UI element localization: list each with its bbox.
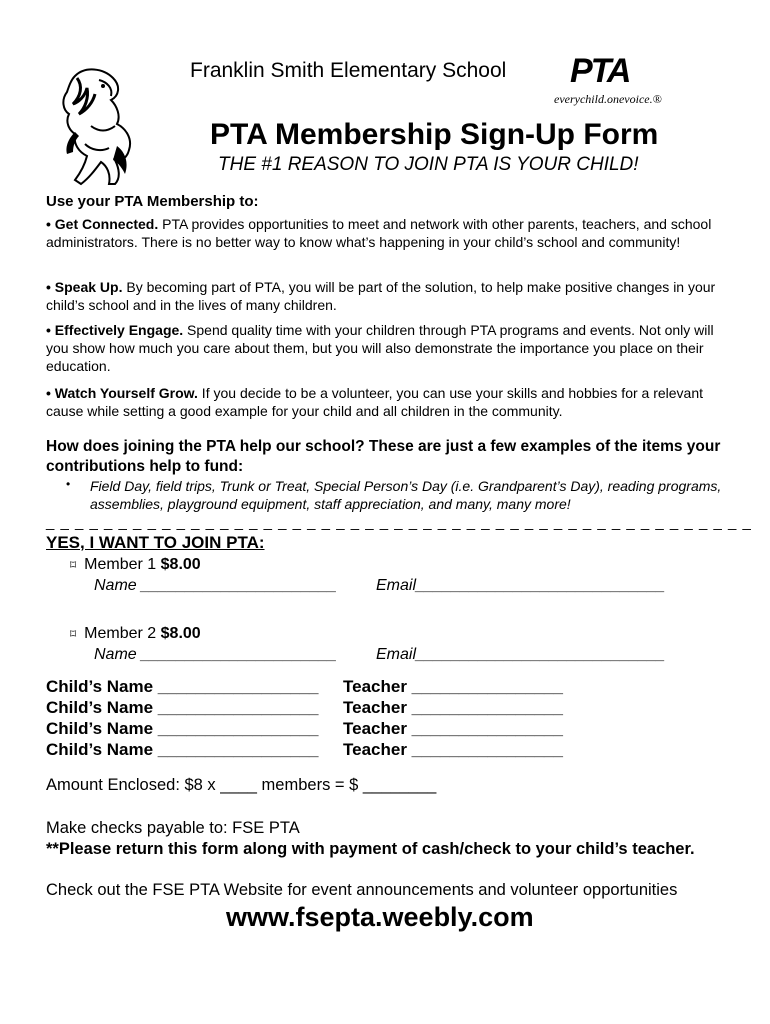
pta-logo-text: PTA [570, 52, 630, 90]
school-name: Franklin Smith Elementary School [190, 59, 507, 82]
benefit-lead: • Watch Yourself Grow. [46, 385, 198, 401]
member-2-label: Member 2 [84, 625, 161, 642]
teacher-field[interactable]: Teacher ________________ [343, 740, 563, 759]
member-1-name-field[interactable]: Name ______________________ [94, 577, 337, 594]
member-2-price: $8.00 [160, 625, 201, 642]
website-url: www.fsepta.weebly.com [226, 902, 534, 932]
member-1-price: $8.00 [160, 556, 201, 573]
benefit-text: If you decide to be a volunteer, you can use your skills and hobbies for a relevant cause while setting a good example for your child and all children in the community. [46, 385, 704, 419]
benefit-text: By becoming part of PTA, you will be part of the solution, to help make positive changes in your child’s school and in the lives of many children. [46, 279, 716, 313]
teacher-field[interactable]: Teacher ________________ [343, 677, 563, 696]
amount-enclosed-field[interactable]: Amount Enclosed: $8 x ____ members = $ ________ [46, 776, 437, 794]
child-row [46, 740, 563, 760]
child-row [46, 719, 563, 739]
benefit-text: PTA provides opportunities to meet and network with other parents, teachers, and school administrators. There is no better way to know what’s happening in your child’s school and community! [46, 216, 712, 250]
member-2-name-field[interactable]: Name ______________________ [94, 646, 337, 663]
benefit-item [46, 384, 736, 420]
example-bullet: • [66, 477, 71, 491]
child-name-field[interactable]: Child’s Name _________________ [46, 677, 319, 696]
teacher-field[interactable]: Teacher ________________ [343, 698, 563, 717]
member-1-email-field[interactable]: Email____________________________ [376, 577, 666, 594]
contributions-heading: How does joining the PTA help our school? These are just a few examples of the items your contributions help to fund: [46, 438, 721, 475]
child-name-field[interactable]: Child’s Name _________________ [46, 740, 319, 759]
examples-list-item: Field Day, field trips, Trunk or Treat, Special Person’s Day (i.e. Grandparent’s Day), reading programs, assemblies, playground equipment, staff appreciation, and many, many more! [90, 478, 722, 512]
return-note: **Please return this form along with payment of cash/check to your child’s teacher. [46, 840, 695, 858]
benefit-item [46, 215, 736, 251]
benefit-lead: • Effectively Engage. [46, 322, 184, 338]
member-1-label: Member 1 [84, 556, 161, 573]
member-2-email-field[interactable]: Email____________________________ [376, 646, 666, 663]
benefit-lead: • Get Connected. [46, 216, 159, 232]
benefit-item [46, 321, 736, 375]
benefit-text: Spend quality time with your children through PTA programs and events. Not only will you show how much you care about them, but you will also demonstrate the importance you place on their education. [46, 322, 714, 374]
member-1-checkbox-row[interactable] [70, 556, 201, 574]
child-name-field[interactable]: Child’s Name _________________ [46, 698, 319, 717]
benefit-lead: • Speak Up. [46, 279, 123, 295]
pta-logo [548, 52, 688, 106]
pta-logo-tagline: everychild.onevoice.® [554, 92, 662, 106]
checkbox-icon[interactable]: ⌑ [70, 558, 77, 572]
child-row [46, 677, 563, 697]
member-2-checkbox-row[interactable] [70, 625, 201, 643]
mustang-mascot-icon [55, 66, 137, 188]
form-subtitle: THE #1 REASON TO JOIN PTA IS YOUR CHILD! [218, 154, 639, 175]
payable-note: Make checks payable to: FSE PTA [46, 819, 300, 837]
child-row [46, 698, 563, 718]
cut-line-divider: _ _ _ _ _ _ _ _ _ _ _ _ _ _ _ _ _ _ _ _ _ _ _ _ _ _ _ _ _ _ _ _ _ _ _ _ _ _ _ _ _ _ _ _ _ _ _ _ _ [46, 514, 752, 531]
teacher-field[interactable]: Teacher ________________ [343, 719, 563, 738]
form-title: PTA Membership Sign-Up Form [210, 118, 659, 151]
website-note: Check out the FSE PTA Website for event announcements and volunteer opportunities [46, 881, 678, 899]
child-name-field[interactable]: Child’s Name _________________ [46, 719, 319, 738]
benefits-heading: Use your PTA Membership to: [46, 193, 259, 210]
join-heading: YES, I WANT TO JOIN PTA: [46, 533, 265, 552]
benefit-item [46, 278, 736, 314]
checkbox-icon[interactable]: ⌑ [70, 627, 77, 641]
